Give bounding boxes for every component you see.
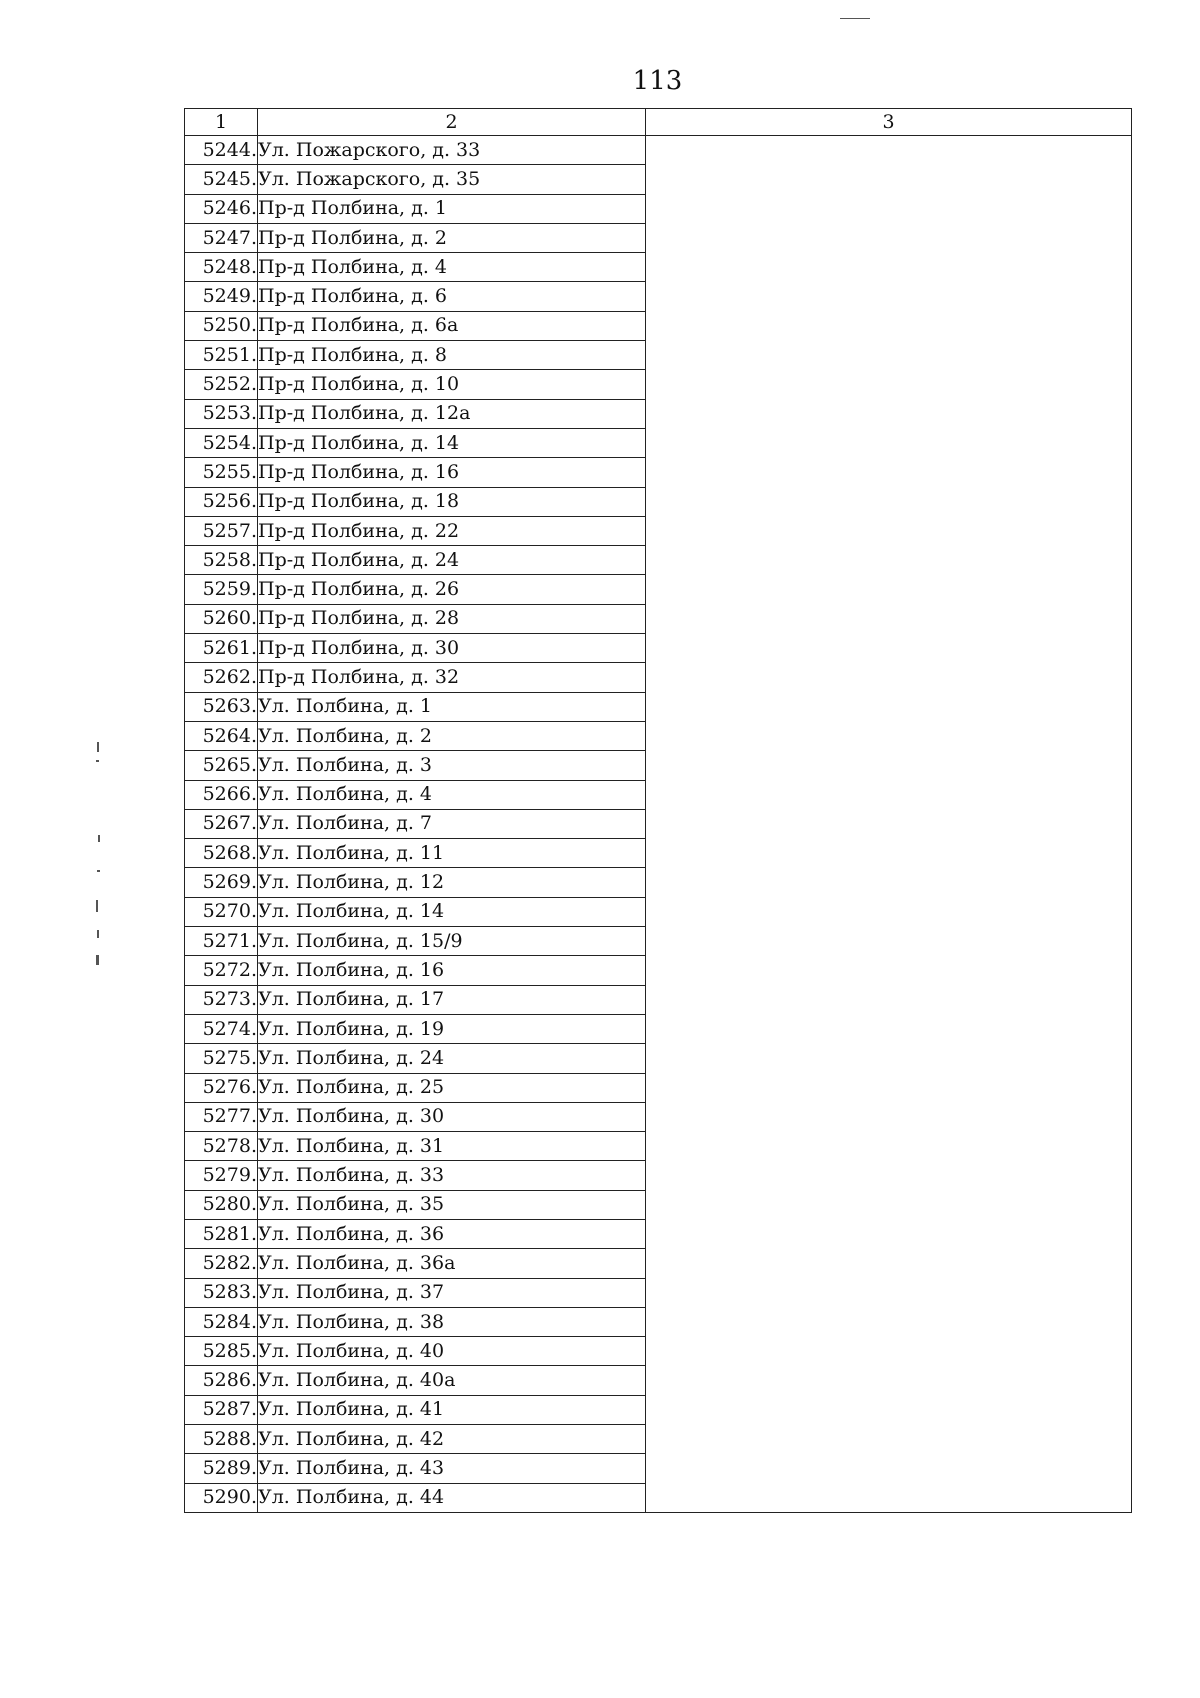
row-address: Ул. Полбина, д. 41 <box>258 1395 646 1424</box>
row-address: Ул. Полбина, д. 25 <box>258 1073 646 1102</box>
row-number: 5253. <box>185 399 258 428</box>
row-number: 5271. <box>185 927 258 956</box>
column-header-2: 2 <box>258 109 646 136</box>
scan-speck <box>96 760 99 762</box>
row-address: Ул. Полбина, д. 2 <box>258 721 646 750</box>
row-number: 5246. <box>185 194 258 223</box>
scan-speck <box>97 742 99 752</box>
column-3-cell <box>646 136 1132 1513</box>
row-number: 5281. <box>185 1219 258 1248</box>
row-number: 5247. <box>185 223 258 252</box>
row-address: Ул. Полбина, д. 36 <box>258 1219 646 1248</box>
row-number: 5258. <box>185 546 258 575</box>
row-number: 5273. <box>185 985 258 1014</box>
table-header-row <box>185 109 1132 136</box>
row-address: Ул. Полбина, д. 40а <box>258 1366 646 1395</box>
row-number: 5249. <box>185 282 258 311</box>
row-address: Ул. Полбина, д. 37 <box>258 1278 646 1307</box>
row-number: 5250. <box>185 311 258 340</box>
row-number: 5260. <box>185 604 258 633</box>
row-number: 5265. <box>185 751 258 780</box>
row-address: Ул. Пожарского, д. 35 <box>258 165 646 194</box>
row-number: 5267. <box>185 809 258 838</box>
row-address: Пр-д Полбина, д. 8 <box>258 341 646 370</box>
row-number: 5290. <box>185 1483 258 1512</box>
row-address: Ул. Полбина, д. 16 <box>258 956 646 985</box>
scan-speck <box>98 835 100 842</box>
row-address: Пр-д Полбина, д. 1 <box>258 194 646 223</box>
row-number: 5275. <box>185 1044 258 1073</box>
row-number: 5244. <box>185 136 258 165</box>
row-number: 5286. <box>185 1366 258 1395</box>
row-number: 5251. <box>185 341 258 370</box>
row-address: Пр-д Полбина, д. 14 <box>258 428 646 457</box>
row-address: Пр-д Полбина, д. 6 <box>258 282 646 311</box>
column-header-1: 1 <box>185 109 258 136</box>
row-address: Пр-д Полбина, д. 10 <box>258 370 646 399</box>
row-number: 5268. <box>185 839 258 868</box>
table-row <box>185 136 1132 165</box>
row-number: 5283. <box>185 1278 258 1307</box>
row-number: 5282. <box>185 1249 258 1278</box>
row-number: 5269. <box>185 868 258 897</box>
scan-speck <box>97 870 100 872</box>
row-address: Пр-д Полбина, д. 2 <box>258 223 646 252</box>
row-address: Ул. Полбина, д. 14 <box>258 897 646 926</box>
row-number: 5252. <box>185 370 258 399</box>
row-number: 5264. <box>185 721 258 750</box>
row-number: 5279. <box>185 1161 258 1190</box>
row-address: Ул. Полбина, д. 1 <box>258 692 646 721</box>
row-number: 5288. <box>185 1425 258 1454</box>
row-address: Пр-д Полбина, д. 18 <box>258 487 646 516</box>
row-address: Пр-д Полбина, д. 16 <box>258 458 646 487</box>
row-number: 5261. <box>185 634 258 663</box>
row-address: Ул. Полбина, д. 43 <box>258 1454 646 1483</box>
row-address: Ул. Полбина, д. 38 <box>258 1307 646 1336</box>
row-address: Ул. Полбина, д. 31 <box>258 1132 646 1161</box>
row-address: Ул. Полбина, д. 12 <box>258 868 646 897</box>
row-number: 5255. <box>185 458 258 487</box>
row-number: 5248. <box>185 253 258 282</box>
row-address: Ул. Полбина, д. 42 <box>258 1425 646 1454</box>
row-number: 5259. <box>185 575 258 604</box>
row-number: 5270. <box>185 897 258 926</box>
scan-speck <box>840 18 870 19</box>
row-number: 5278. <box>185 1132 258 1161</box>
row-address: Пр-д Полбина, д. 32 <box>258 663 646 692</box>
row-address: Ул. Полбина, д. 33 <box>258 1161 646 1190</box>
row-number: 5287. <box>185 1395 258 1424</box>
row-address: Ул. Полбина, д. 3 <box>258 751 646 780</box>
scan-speck <box>96 955 99 965</box>
row-number: 5266. <box>185 780 258 809</box>
scan-speck <box>97 930 99 938</box>
row-number: 5263. <box>185 692 258 721</box>
row-address: Ул. Полбина, д. 15/9 <box>258 927 646 956</box>
row-number: 5274. <box>185 1014 258 1043</box>
row-address: Пр-д Полбина, д. 4 <box>258 253 646 282</box>
row-address: Пр-д Полбина, д. 22 <box>258 516 646 545</box>
row-number: 5262. <box>185 663 258 692</box>
row-address: Ул. Полбина, д. 19 <box>258 1014 646 1043</box>
row-number: 5289. <box>185 1454 258 1483</box>
row-number: 5272. <box>185 956 258 985</box>
row-address: Ул. Полбина, д. 30 <box>258 1102 646 1131</box>
row-address: Пр-д Полбина, д. 28 <box>258 604 646 633</box>
address-table <box>184 108 1132 1513</box>
table-body <box>185 136 1132 1513</box>
row-number: 5284. <box>185 1307 258 1336</box>
row-number: 5245. <box>185 165 258 194</box>
row-address: Ул. Полбина, д. 7 <box>258 809 646 838</box>
row-number: 5285. <box>185 1337 258 1366</box>
row-address: Пр-д Полбина, д. 26 <box>258 575 646 604</box>
row-number: 5276. <box>185 1073 258 1102</box>
row-address: Ул. Полбина, д. 36а <box>258 1249 646 1278</box>
row-address: Ул. Полбина, д. 17 <box>258 985 646 1014</box>
row-address: Пр-д Полбина, д. 30 <box>258 634 646 663</box>
column-header-3: 3 <box>646 109 1132 136</box>
row-address: Ул. Полбина, д. 4 <box>258 780 646 809</box>
row-address: Ул. Полбина, д. 35 <box>258 1190 646 1219</box>
row-address: Ул. Полбина, д. 44 <box>258 1483 646 1512</box>
row-number: 5280. <box>185 1190 258 1219</box>
row-number: 5257. <box>185 516 258 545</box>
row-address: Пр-д Полбина, д. 24 <box>258 546 646 575</box>
page-number: 113 <box>632 66 683 96</box>
scan-speck <box>96 900 98 912</box>
row-number: 5254. <box>185 428 258 457</box>
row-address: Ул. Полбина, д. 24 <box>258 1044 646 1073</box>
row-number: 5256. <box>185 487 258 516</box>
row-number: 5277. <box>185 1102 258 1131</box>
row-address: Ул. Пожарского, д. 33 <box>258 136 646 165</box>
row-address: Пр-д Полбина, д. 12а <box>258 399 646 428</box>
row-address: Ул. Полбина, д. 40 <box>258 1337 646 1366</box>
row-address: Ул. Полбина, д. 11 <box>258 839 646 868</box>
row-address: Пр-д Полбина, д. 6а <box>258 311 646 340</box>
